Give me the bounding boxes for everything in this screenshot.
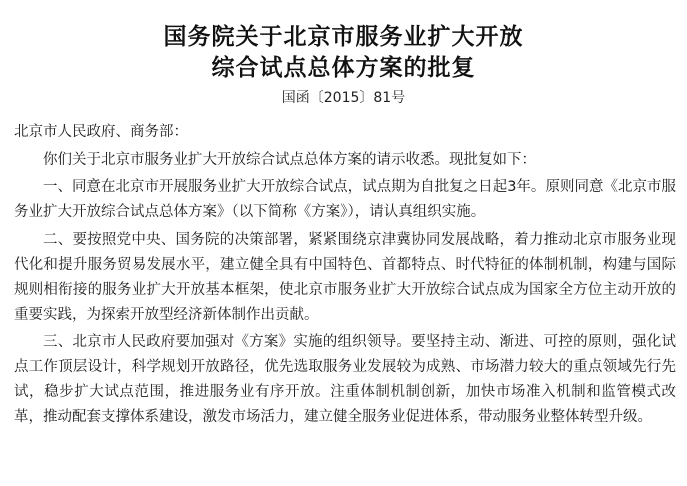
paragraph-item-1: 一、同意在北京市开展服务业扩大开放综合试点，试点期为自批复之日起3年。原则同意《北京市服务业扩大开放综合试点总体方案》（以下简称《方案》），请认真组织实施。 xyxy=(14,179,676,220)
document-title-line-1: 国务院关于北京市服务业扩大开放 xyxy=(163,23,524,50)
document-title-line-2: 综合试点总体方案的批复 xyxy=(211,54,476,81)
paragraph-item-3: 三、北京市人民政府要加强对《方案》实施的组织领导。要坚持主动、渐进、可控的原则，强化试点工作顶层设计，科学规划开放路径，优先选取服务业发展较为成熟、市场潜力较大的重点领域先行先试，稳步扩大试点范围，推进服务业有序开放。注重体制机制创新，加快市场准入机制和监管模式改革，推动配套支撑体系建设，激发市场活力，建立健全服务业促进体系，带动服务业整体转型升级。 xyxy=(14,334,676,425)
document-number: 国函〔2015〕81号 xyxy=(281,90,406,106)
document-body xyxy=(14,120,676,433)
paragraph-item-2: 二、要按照党中央、国务院的决策部署，紧紧围绕京津冀协同发展战略，着力推动北京市服务业现代化和提升服务贸易发展水平，建立健全具有中国特色、首都特点、时代特征的体制机制，构建与国际规则相衔接的服务业扩大开放基本框架，使北京市服务业扩大开放综合试点成为国家全方位主动开放的重要实践，为探索开放型经济新体制作出贡献。 xyxy=(14,231,676,323)
paragraph-intro: 你们关于北京市服务业扩大开放综合试点总体方案的请示收悉。现批复如下： xyxy=(43,151,536,168)
salutation: 北京市人民政府、商务部： xyxy=(14,124,188,140)
